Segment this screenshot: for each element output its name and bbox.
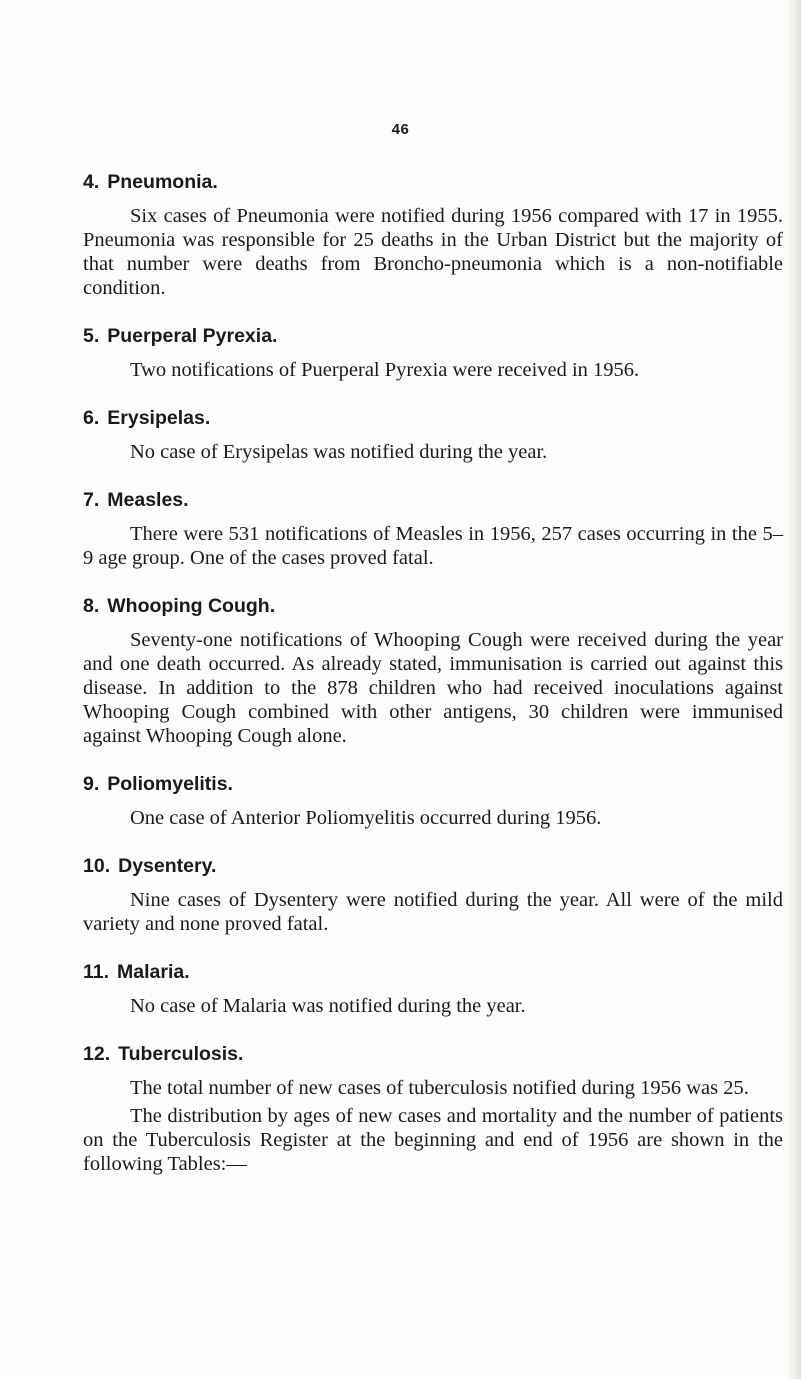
section-number: 9. [83,773,100,795]
section-title: Erysipelas. [107,407,211,429]
section-title: Malaria. [117,961,190,983]
section-number: 7. [83,489,100,511]
section [83,1040,783,1176]
section-paragraph: Two notifications of Puerperal Pyrexia were received in 1956. [130,359,640,381]
section-title: Measles. [107,489,189,511]
section-heading [83,958,783,986]
section-heading [83,770,783,798]
section-heading [83,322,783,350]
section-number: 8. [83,595,100,617]
section-number: 4. [83,171,100,193]
section-number: 10. [83,855,111,877]
section-paragraph: Seventy-one notifications of Whooping Cough were received during the year and one death occurred. As already stated, immunisation is carried out against this disease. In addition to the 878 children who had received inoculations against Whooping Cough combined with other antigens, 30 children were immunised against Whooping Cough alone. [83,629,783,747]
section-paragraph: The total number of new cases of tuberculosis notified during 1956 was 25. [130,1077,749,1099]
section-heading [83,1040,783,1068]
section-paragraph: The distribution by ages of new cases and mortality and the number of patients on the Tuberculosis Register at the beginning and end of 1956 are shown in the following Tables:— [83,1105,783,1175]
section-heading [83,404,783,432]
section-title: Tuberculosis. [118,1043,244,1065]
section-number: 6. [83,407,100,429]
section-heading [83,486,783,514]
section [83,322,783,382]
section-heading [83,168,783,196]
section-title: Puerperal Pyrexia. [107,325,278,347]
section [83,168,783,300]
section [83,770,783,830]
section-paragraph: No case of Erysipelas was notified during the year. [130,441,548,463]
section-paragraph: There were 531 notifications of Measles in 1956, 257 cases occurring in the 5–9 age group. One of the cases proved fatal. [83,523,783,569]
section-title: Dysentery. [118,855,217,877]
section [83,592,783,748]
page-number: 46 [391,121,410,138]
document-body [83,168,783,1198]
section [83,404,783,464]
section-paragraph: No case of Malaria was notified during the year. [130,995,526,1017]
section [83,486,783,570]
section-paragraph: One case of Anterior Poliomyelitis occurred during 1956. [130,807,602,829]
section-heading [83,852,783,880]
section-number: 5. [83,325,100,347]
section-number: 12. [83,1043,111,1065]
page-edge-shadow [787,0,801,1379]
section-paragraph: Six cases of Pneumonia were notified during 1956 compared with 17 in 1955. Pneumonia was responsible for 25 deaths in the Urban District but the majority of that number were deaths from Broncho-pneumonia which is a non-notifiable condition. [83,205,783,299]
section-heading [83,592,783,620]
section-title: Whooping Cough. [107,595,276,617]
section [83,852,783,936]
section-number: 11. [83,961,110,983]
section-paragraph: Nine cases of Dysentery were notified during the year. All were of the mild variety and none proved fatal. [83,889,783,935]
section [83,958,783,1018]
section-title: Poliomyelitis. [107,773,233,795]
section-title: Pneumonia. [107,171,218,193]
